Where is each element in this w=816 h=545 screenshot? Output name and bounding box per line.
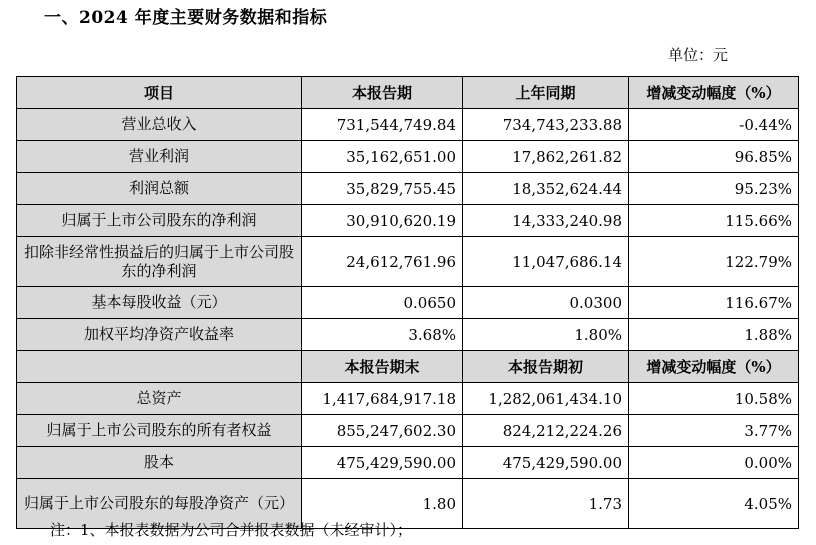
- table-row: [17, 173, 799, 205]
- header-cell: [17, 351, 302, 383]
- current-period-value: 3.68%: [302, 319, 463, 351]
- row-label: 营业总收入: [17, 109, 302, 141]
- period-start-value: 824,212,224.26: [463, 415, 629, 447]
- header-cell: 增减变动幅度（%）: [629, 77, 799, 109]
- change-percent: 3.77%: [629, 415, 799, 447]
- period-start-value: 475,429,590.00: [463, 447, 629, 479]
- row-label: 归属于上市公司股东的所有者权益: [17, 415, 302, 447]
- period-end-value: 1.80: [302, 479, 463, 529]
- prior-period-value: 734,743,233.88: [463, 109, 629, 141]
- financial-table: [16, 76, 799, 529]
- table-row: [17, 287, 799, 319]
- change-percent: 115.66%: [629, 205, 799, 237]
- change-percent: 95.23%: [629, 173, 799, 205]
- row-label: 利润总额: [17, 173, 302, 205]
- row-label: 总资产: [17, 383, 302, 415]
- footnote: 注：1、本报表数据为公司合并报表数据（未经审计）；: [50, 521, 413, 539]
- period-start-value: 1.73: [463, 479, 629, 529]
- change-percent: 1.88%: [629, 319, 799, 351]
- row-label: 基本每股收益（元）: [17, 287, 302, 319]
- period-end-value: 1,417,684,917.18: [302, 383, 463, 415]
- header-cell: 上年同期: [463, 77, 629, 109]
- period-end-value: 475,429,590.00: [302, 447, 463, 479]
- header-cell: 本报告期末: [302, 351, 463, 383]
- change-percent: -0.44%: [629, 109, 799, 141]
- current-period-value: 30,910,620.19: [302, 205, 463, 237]
- current-period-value: 731,544,749.84: [302, 109, 463, 141]
- change-percent: 4.05%: [629, 479, 799, 529]
- table-row: [17, 109, 799, 141]
- table-row: [17, 415, 799, 447]
- change-percent: 116.67%: [629, 287, 799, 319]
- row-label: 加权平均净资产收益率: [17, 319, 302, 351]
- change-percent: 122.79%: [629, 237, 799, 287]
- header-cell: 增减变动幅度（%）: [629, 351, 799, 383]
- current-period-value: 35,162,651.00: [302, 141, 463, 173]
- table-subheader-row: [17, 351, 799, 383]
- row-label: 营业利润: [17, 141, 302, 173]
- current-period-value: 24,612,761.96: [302, 237, 463, 287]
- current-period-value: 35,829,755.45: [302, 173, 463, 205]
- table-row: [17, 141, 799, 173]
- table-row: [17, 237, 799, 287]
- table-row: [17, 319, 799, 351]
- header-cell: 本报告期: [302, 77, 463, 109]
- prior-period-value: 17,862,261.82: [463, 141, 629, 173]
- row-label: 归属于上市公司股东的每股净资产（元）: [17, 479, 302, 529]
- header-cell: 项目: [17, 77, 302, 109]
- unit-label: 单位：元: [668, 46, 729, 64]
- prior-period-value: 0.0300: [463, 287, 629, 319]
- prior-period-value: 18,352,624.44: [463, 173, 629, 205]
- row-label: 股本: [17, 447, 302, 479]
- table-row: [17, 383, 799, 415]
- prior-period-value: 11,047,686.14: [463, 237, 629, 287]
- prior-period-value: 1.80%: [463, 319, 629, 351]
- change-percent: 96.85%: [629, 141, 799, 173]
- row-label: 归属于上市公司股东的净利润: [17, 205, 302, 237]
- section-title: 一、2024 年度主要财务数据和指标: [44, 8, 328, 28]
- row-label: 扣除非经常性损益后的归属于上市公司股东的净利润: [17, 237, 302, 287]
- change-percent: 10.58%: [629, 383, 799, 415]
- header-cell: 本报告期初: [463, 351, 629, 383]
- prior-period-value: 14,333,240.98: [463, 205, 629, 237]
- current-period-value: 0.0650: [302, 287, 463, 319]
- period-start-value: 1,282,061,434.10: [463, 383, 629, 415]
- table-row: [17, 447, 799, 479]
- table-header-row: [17, 77, 799, 109]
- period-end-value: 855,247,602.30: [302, 415, 463, 447]
- table-row: [17, 205, 799, 237]
- change-percent: 0.00%: [629, 447, 799, 479]
